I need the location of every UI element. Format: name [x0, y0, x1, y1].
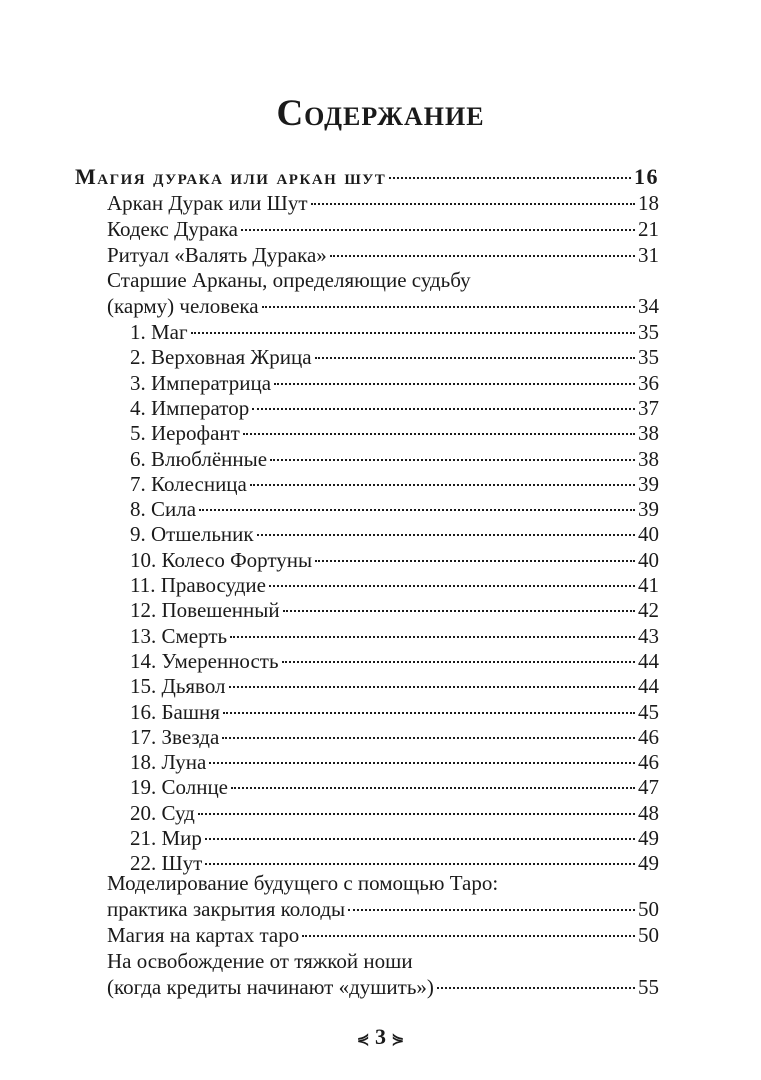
toc-page-number: 49	[638, 826, 659, 850]
leader-dots	[282, 661, 635, 663]
toc-page-number: 44	[638, 648, 659, 673]
leader-dots	[191, 332, 635, 334]
page-title: Содержание	[276, 93, 485, 134]
leader-dots	[269, 585, 635, 587]
toc-page-number: 16	[634, 164, 659, 189]
page-number-folio	[0, 1024, 761, 1050]
toc-arcana-item[interactable]	[130, 319, 659, 345]
toc-arcana-item[interactable]	[130, 699, 659, 725]
toc-entry-label: 8. Сила	[130, 497, 197, 522]
toc-page-number: 18	[638, 191, 659, 215]
toc-entry-arcana[interactable]	[107, 293, 659, 319]
leader-dots	[229, 686, 635, 688]
toc-page-number: 40	[638, 547, 659, 572]
leader-dots	[241, 229, 635, 231]
toc-entry-label: 14. Умеренность	[130, 648, 279, 673]
toc-entry-label: практика закрытия колоды	[107, 897, 346, 921]
leader-dots	[230, 636, 635, 638]
toc-entry[interactable]	[107, 190, 659, 216]
toc-entry-label: 15. Дьявол	[130, 674, 226, 699]
leader-dots	[209, 762, 635, 764]
toc-arcana-item[interactable]	[130, 623, 659, 649]
toc-arcana-item[interactable]	[130, 446, 659, 472]
toc-page-number: 44	[638, 674, 659, 699]
toc-entry-label: 11. Правосудие	[130, 573, 266, 597]
leader-dots	[389, 177, 631, 179]
toc-entry[interactable]	[107, 216, 659, 242]
toc-entry-label: Аркан Дурак или Шут	[107, 191, 308, 215]
toc-entry-label: (карму) человека	[107, 294, 259, 318]
toc-page-number: 35	[638, 320, 659, 344]
toc-entry-label: 6. Влюблённые	[130, 446, 268, 471]
toc-page-number: 42	[638, 598, 659, 623]
toc-entry-label: (когда кредиты начинают «душить»)	[107, 975, 434, 999]
toc-page-number: 55	[638, 975, 659, 999]
toc-arcana-item[interactable]	[130, 496, 659, 522]
leader-dots	[257, 534, 635, 536]
toc-entry-label: 1. Маг	[130, 320, 188, 344]
toc-arcana-item[interactable]	[130, 572, 659, 598]
leader-dots	[270, 459, 635, 461]
toc-arcana-item[interactable]	[130, 648, 659, 674]
toc-entry-label: 4. Император	[130, 395, 250, 420]
toc-arcana-item[interactable]	[130, 521, 659, 547]
leader-dots	[243, 433, 635, 435]
toc-arcana-item[interactable]	[130, 547, 659, 573]
toc-arcana-item[interactable]	[130, 825, 659, 851]
toc-main-entry[interactable]	[75, 164, 659, 190]
toc-arcana-item[interactable]	[130, 471, 659, 497]
toc-page-number: 47	[638, 775, 659, 800]
toc-page-number: 38	[638, 421, 659, 446]
leader-dots	[198, 813, 635, 815]
toc-page-number: 46	[638, 750, 659, 775]
toc-entry-label: Ритуал «Валять Дурака»	[107, 243, 327, 267]
leader-dots	[223, 712, 635, 714]
toc-page-number: 31	[638, 243, 659, 267]
toc-burden-line1[interactable]: На освобождение от тяжкой ноши	[107, 949, 413, 973]
toc-arcana-item[interactable]	[130, 395, 659, 421]
toc-page-number: 48	[638, 800, 659, 825]
toc-page-number: 45	[638, 699, 659, 724]
leader-dots	[274, 383, 635, 385]
toc-entry-label: 22. Шут	[130, 851, 203, 876]
toc-main-label: Магия дурака или аркан шут	[75, 164, 387, 189]
toc-entry-label: 16. Башня	[130, 699, 220, 724]
toc-entry-label: Магия на картах таро	[107, 923, 300, 947]
ornament-left-icon: ⋞	[356, 1032, 370, 1048]
toc-entry-label: 13. Смерть	[130, 623, 228, 648]
toc-entry-label: 18. Луна	[130, 750, 207, 775]
toc-page-number: 50	[638, 923, 659, 947]
leader-dots	[252, 408, 635, 410]
toc-page-number: 35	[638, 345, 659, 370]
toc-page-number: 50	[638, 897, 659, 921]
toc-entry-label: 3. Императрица	[130, 370, 272, 395]
toc-page-number: 46	[638, 724, 659, 749]
toc-arcana-item[interactable]	[130, 673, 659, 699]
leader-dots	[348, 909, 635, 911]
toc-entry-label: 20. Суд	[130, 800, 195, 825]
toc-entry-label: 5. Иерофант	[130, 421, 240, 446]
leader-dots	[231, 787, 635, 789]
toc-entry-label: 7. Колесница	[130, 471, 247, 496]
toc-entry-label: 17. Звезда	[130, 724, 220, 749]
toc-arcana-item[interactable]	[130, 597, 659, 623]
leader-dots	[199, 509, 635, 511]
leader-dots	[311, 203, 635, 205]
folio-number: 3	[375, 1024, 386, 1049]
toc-page-number: 36	[638, 370, 659, 395]
toc-page-number: 37	[638, 395, 659, 420]
toc-entry-label: 2. Верховная Жрица	[130, 345, 312, 370]
leader-dots	[262, 306, 635, 308]
toc-page-number: 21	[638, 217, 659, 241]
leader-dots	[302, 935, 635, 937]
toc-arcana-item[interactable]	[130, 800, 659, 826]
leader-dots	[222, 737, 635, 739]
toc-page-number: 41	[638, 573, 659, 597]
leader-dots	[315, 560, 635, 562]
toc-arcana-item[interactable]	[130, 724, 659, 750]
leader-dots	[250, 484, 635, 486]
leader-dots	[437, 987, 635, 989]
leader-dots	[283, 610, 635, 612]
toc-arcana-item[interactable]	[130, 344, 659, 370]
toc-entry-label: 19. Солнце	[130, 775, 229, 800]
ornament-right-icon: ⋟	[391, 1032, 405, 1048]
toc-page-number: 39	[638, 471, 659, 496]
leader-dots	[205, 838, 635, 840]
toc-entry-burden[interactable]	[107, 974, 659, 1000]
toc-arcana-item[interactable]	[130, 370, 659, 396]
toc-arcana-item[interactable]	[130, 420, 659, 446]
toc-entry-label: 21. Мир	[130, 826, 202, 850]
toc-entry-label: 10. Колесо Фортуны	[130, 547, 313, 572]
toc-page-number: 40	[638, 522, 659, 547]
toc-entry-label: Кодекс Дурака	[107, 217, 238, 241]
toc-entry-label: 9. Отшельник	[130, 522, 254, 547]
toc-page-number: 34	[638, 294, 659, 318]
toc-page-number: 43	[638, 623, 659, 648]
toc-entry-modeling[interactable]	[107, 896, 659, 922]
toc-modeling-line1[interactable]: Моделирование будущего с помощью Таро:	[107, 871, 499, 895]
toc-arcana-item[interactable]	[130, 774, 659, 800]
toc-page-number: 39	[638, 497, 659, 522]
leader-dots	[315, 357, 635, 359]
leader-dots	[205, 863, 635, 865]
leader-dots	[330, 255, 635, 257]
toc-page-number: 49	[638, 851, 659, 876]
toc-entry[interactable]	[107, 242, 659, 268]
toc-arcana-line1[interactable]: Старшие Арканы, определяющие судьбу	[107, 268, 471, 292]
toc-page-number: 38	[638, 446, 659, 471]
toc-entry-magic-cards[interactable]	[107, 922, 659, 948]
toc-entry-label: 12. Повешенный	[130, 598, 280, 623]
toc-arcana-item[interactable]	[130, 749, 659, 775]
